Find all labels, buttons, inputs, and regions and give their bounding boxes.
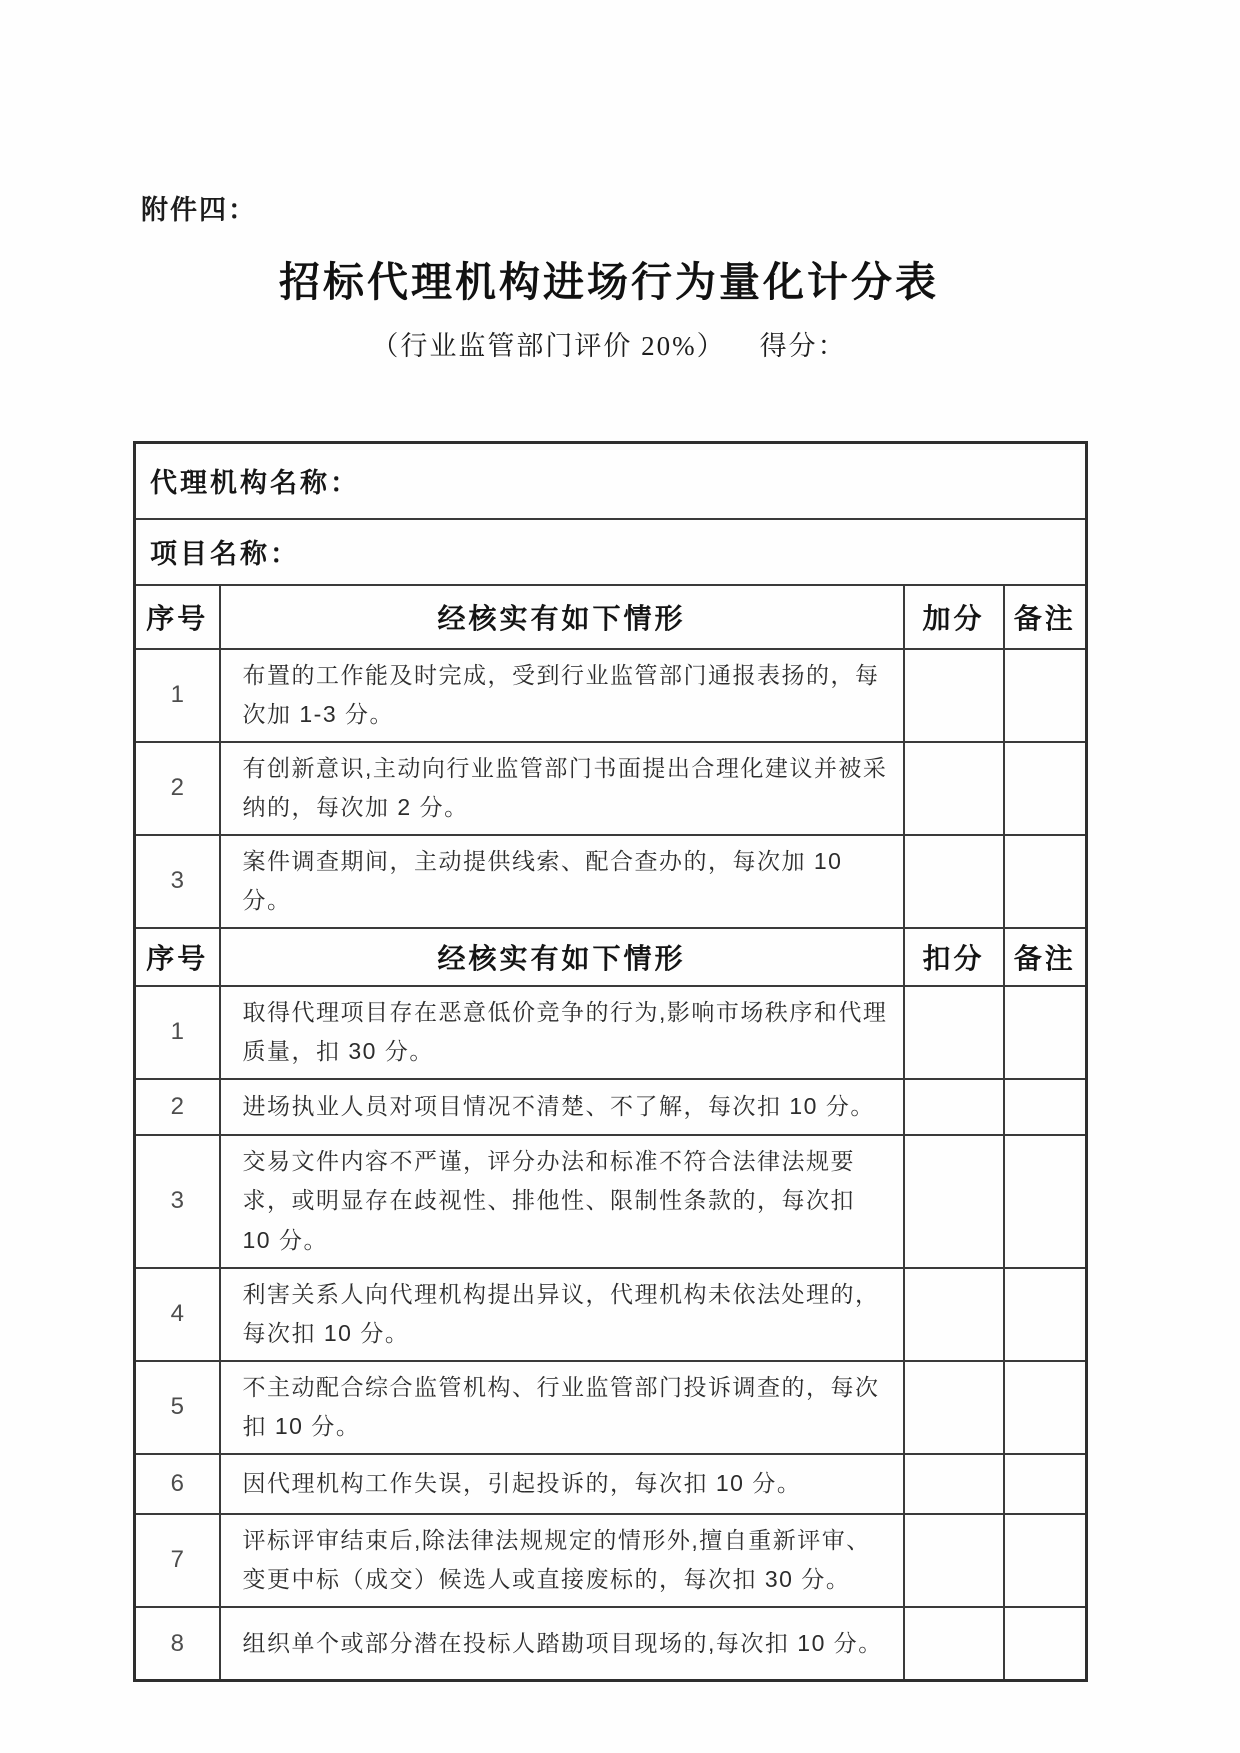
header-remark: 备注 <box>1004 928 1087 986</box>
table-row <box>135 1514 1087 1607</box>
table-row <box>135 835 1087 928</box>
attachment-label: 附件四： <box>141 195 257 225</box>
header-situation: 经核实有如下情形 <box>220 928 904 986</box>
score-cell <box>904 1079 1004 1135</box>
row-number: 4 <box>135 1268 220 1361</box>
remark-cell <box>1004 986 1087 1079</box>
remark-cell <box>1004 1514 1087 1607</box>
subtitle <box>133 324 1085 363</box>
header-deduction-score: 扣分 <box>904 928 1004 986</box>
header-bonus-score: 加分 <box>904 585 1004 649</box>
agency-name-label: 代理机构名称： <box>135 443 1087 519</box>
evaluation-weight-note: （行业监管部门评价 20%） <box>371 331 726 361</box>
score-cell <box>904 1135 1004 1268</box>
row-number: 3 <box>135 835 220 928</box>
table-row <box>135 1361 1087 1454</box>
header-remark: 备注 <box>1004 585 1087 649</box>
row-number: 6 <box>135 1454 220 1514</box>
score-cell <box>904 1361 1004 1454</box>
row-number: 2 <box>135 742 220 835</box>
situation-text: 利害关系人向代理机构提出异议，代理机构未依法处理的，每次扣 10 分。 <box>220 1268 904 1361</box>
header-no: 序号 <box>135 928 220 986</box>
remark-cell <box>1004 1607 1087 1681</box>
project-name-row <box>135 519 1087 585</box>
situation-text: 不主动配合综合监管机构、行业监管部门投诉调查的，每次扣 10 分。 <box>220 1361 904 1454</box>
remark-cell <box>1004 1454 1087 1514</box>
score-cell <box>904 835 1004 928</box>
score-cell <box>904 742 1004 835</box>
table-row <box>135 986 1087 1079</box>
score-cell <box>904 1454 1004 1514</box>
score-cell <box>904 986 1004 1079</box>
remark-cell <box>1004 1268 1087 1361</box>
table-row <box>135 1135 1087 1268</box>
header-no: 序号 <box>135 585 220 649</box>
table-row <box>135 1607 1087 1681</box>
remark-cell <box>1004 1135 1087 1268</box>
remark-cell <box>1004 1079 1087 1135</box>
header-situation: 经核实有如下情形 <box>220 585 904 649</box>
remark-cell <box>1004 835 1087 928</box>
document-content <box>133 0 1085 1682</box>
table-row <box>135 742 1087 835</box>
deduction-header-row <box>135 928 1087 986</box>
row-number: 1 <box>135 986 220 1079</box>
row-number: 2 <box>135 1079 220 1135</box>
situation-text: 案件调查期间，主动提供线索、配合查办的，每次加 10 分。 <box>220 835 904 928</box>
situation-text: 组织单个或部分潜在投标人踏勘项目现场的,每次扣 10 分。 <box>220 1607 904 1681</box>
situation-text: 取得代理项目存在恶意低价竞争的行为,影响市场秩序和代理质量，扣 30 分。 <box>220 986 904 1079</box>
situation-text: 因代理机构工作失误，引起投诉的，每次扣 10 分。 <box>220 1454 904 1514</box>
row-number: 7 <box>135 1514 220 1607</box>
bonus-header-row <box>135 585 1087 649</box>
table-row <box>135 1079 1087 1135</box>
row-number: 5 <box>135 1361 220 1454</box>
row-number: 1 <box>135 649 220 742</box>
situation-text: 评标评审结束后,除法律法规规定的情形外,擅自重新评审、变更中标（成交）候选人或直接废标的，每次扣 30 分。 <box>220 1514 904 1607</box>
table-row <box>135 649 1087 742</box>
table-row <box>135 1454 1087 1514</box>
table-row <box>135 1268 1087 1361</box>
score-cell <box>904 1268 1004 1361</box>
situation-text: 交易文件内容不严谨，评分办法和标准不符合法律法规要求，或明显存在歧视性、排他性、限制性条款的，每次扣 10 分。 <box>220 1135 904 1268</box>
situation-text: 布置的工作能及时完成，受到行业监管部门通报表扬的，每次加 1-3 分。 <box>220 649 904 742</box>
remark-cell <box>1004 649 1087 742</box>
row-number: 8 <box>135 1607 220 1681</box>
row-number: 3 <box>135 1135 220 1268</box>
remark-cell <box>1004 742 1087 835</box>
score-cell <box>904 649 1004 742</box>
remark-cell <box>1004 1361 1087 1454</box>
agency-name-row <box>135 443 1087 519</box>
project-name-label: 项目名称： <box>135 519 1087 585</box>
page-title: 招标代理机构进场行为量化计分表 <box>279 259 939 305</box>
situation-text: 有创新意识,主动向行业监管部门书面提出合理化建议并被采纳的，每次加 2 分。 <box>220 742 904 835</box>
score-cell <box>904 1607 1004 1681</box>
score-cell <box>904 1514 1004 1607</box>
situation-text: 进场执业人员对项目情况不清楚、不了解，每次扣 10 分。 <box>220 1079 904 1135</box>
scoring-table <box>133 441 1088 1682</box>
score-label: 得分： <box>759 331 847 361</box>
